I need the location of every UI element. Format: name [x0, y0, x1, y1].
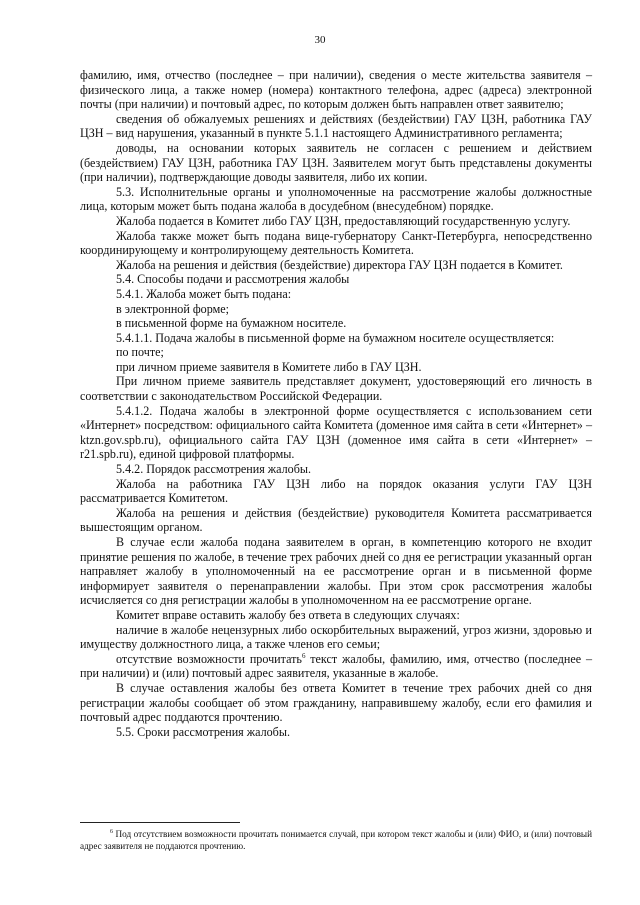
footnote-marker: 6 [110, 828, 113, 835]
paragraph: В случае оставления жалобы без ответа Комитет в течение трех рабочих дней со дня регистрации жалобы сообщает об этом гражданину, направившему жалобу, если его фамилия и почтовый адрес поддаются прочтению. [80, 680, 592, 725]
paragraph: 5.3. Исполнительные органы и уполномоченные на рассмотрение жалобы должностные лица, которым может быть подана жалоба в досудебном (внесудебном) порядке. [80, 184, 592, 214]
section-heading: 5.4.2. Порядок рассмотрения жалобы. [116, 462, 312, 477]
paragraph: В случае если жалоба подана заявителем в орган, в компетенцию которого не входит принятие решения по жалобе, в течение трех рабочих дней со дня ее регистрации указанный орган направляет жалобу в уполномоченный на ее рассмотрение орган и в письменной форме информирует заявителя о перенаправлении жалобы. При этом срок рассмотрения жалобы исчисляется со дня регистрации жалобы в уполномоченном на ее рассмотрение органе. [80, 535, 592, 608]
paragraph: Комитет вправе оставить жалобу без ответа в следующих случаях: [116, 607, 460, 622]
paragraph: наличие в жалобе нецензурных либо оскорбительных выражений, угроз жизни, здоровью и имуществу должностного лица, а также членов его семьи; [80, 622, 592, 652]
paragraph: Жалоба на работника ГАУ ЦЗН либо на порядок оказания услуги ГАУ ЦЗН рассматривается Комитетом. [80, 476, 592, 506]
page-number: 30 [314, 34, 326, 46]
paragraph: 5.4.1.1. Подача жалобы в письменной форме на бумажном носителе осуществляется: [116, 330, 555, 345]
footnote [80, 828, 592, 852]
paragraph-part: текст жалобы, фамилию, имя, отчество (последнее – при наличии) и (или) почтовый адрес заявителя, указанные в жалобе. [80, 651, 592, 681]
footnote-reference[interactable]: 6 [301, 651, 306, 660]
paragraph: Жалоба подается в Комитет либо ГАУ ЦЗН, предоставляющий государственную услугу. [116, 213, 571, 228]
paragraph-with-footnote [80, 652, 592, 681]
paragraph: Жалоба на решения и действия (бездействие) директора ГАУ ЦЗН подается в Комитет. [116, 257, 563, 272]
paragraph: Жалоба также может быть подана вице-губернатору Санкт-Петербурга, непосредственно координирующему и контролирующему деятельность Комитета. [80, 228, 592, 258]
paragraph: 5.4.1. Жалоба может быть подана: [116, 286, 292, 301]
paragraph-part: отсутствие возможности прочитать [116, 651, 302, 666]
footnote-divider [80, 822, 240, 823]
section-heading: 5.5. Сроки рассмотрения жалобы. [116, 724, 290, 739]
paragraph: При личном приеме заявитель представляет документ, удостоверяющий его личность в соответствии с законодательством Российской Федерации. [80, 374, 592, 404]
paragraph: в письменной форме на бумажном носителе. [116, 316, 347, 331]
paragraph: доводы, на основании которых заявитель не согласен с решением и действием (бездействием) ГАУ ЦЗН, работника ГАУ ЦЗН. Заявителем могут быть представлены документы (при наличии), подтверждающие доводы заявителя, либо их копии. [80, 140, 592, 185]
paragraph: 5.4.1.2. Подача жалобы в электронной форме осуществляется с использованием сети «Интернет» посредством: официального сайта Комитета (доменное имя сайта в сети «Интернет» – ktzn.gov.spb.ru), официального сайта ГАУ ЦЗН (доменное имя сайта в сети «Интернет» – r21.spb.ru), единой цифровой платформы. [80, 403, 592, 462]
section-heading: 5.4. Способы подачи и рассмотрения жалобы [116, 272, 350, 287]
document-body [80, 68, 592, 739]
paragraph: сведения об обжалуемых решениях и действиях (бездействии) ГАУ ЦЗН, работника ГАУ ЦЗН – вид нарушения, указанный в пункте 5.1.1 настоящего Административного регламента; [80, 111, 592, 141]
paragraph: при личном приеме заявителя в Комитете либо в ГАУ ЦЗН. [116, 359, 422, 374]
footnote-text: Под отсутствием возможности прочитать понимается случай, при котором текст жалобы и (или) ФИО, и (или) почтовый адрес заявителя не поддаются прочтению. [80, 829, 593, 851]
paragraph: Жалоба на решения и действия (бездействие) руководителя Комитета рассматривается вышестоящим органом. [80, 505, 592, 535]
paragraph: фамилию, имя, отчество (последнее – при наличии), сведения о месте жительства заявителя – физического лица, а также номер (номера) контактного телефона, адрес (адреса) электронной почты (при наличии) и почтовый адрес, по которым должен быть направлен ответ заявителю; [80, 68, 592, 112]
paragraph: в электронной форме; [116, 301, 229, 316]
paragraph: по почте; [116, 345, 164, 360]
